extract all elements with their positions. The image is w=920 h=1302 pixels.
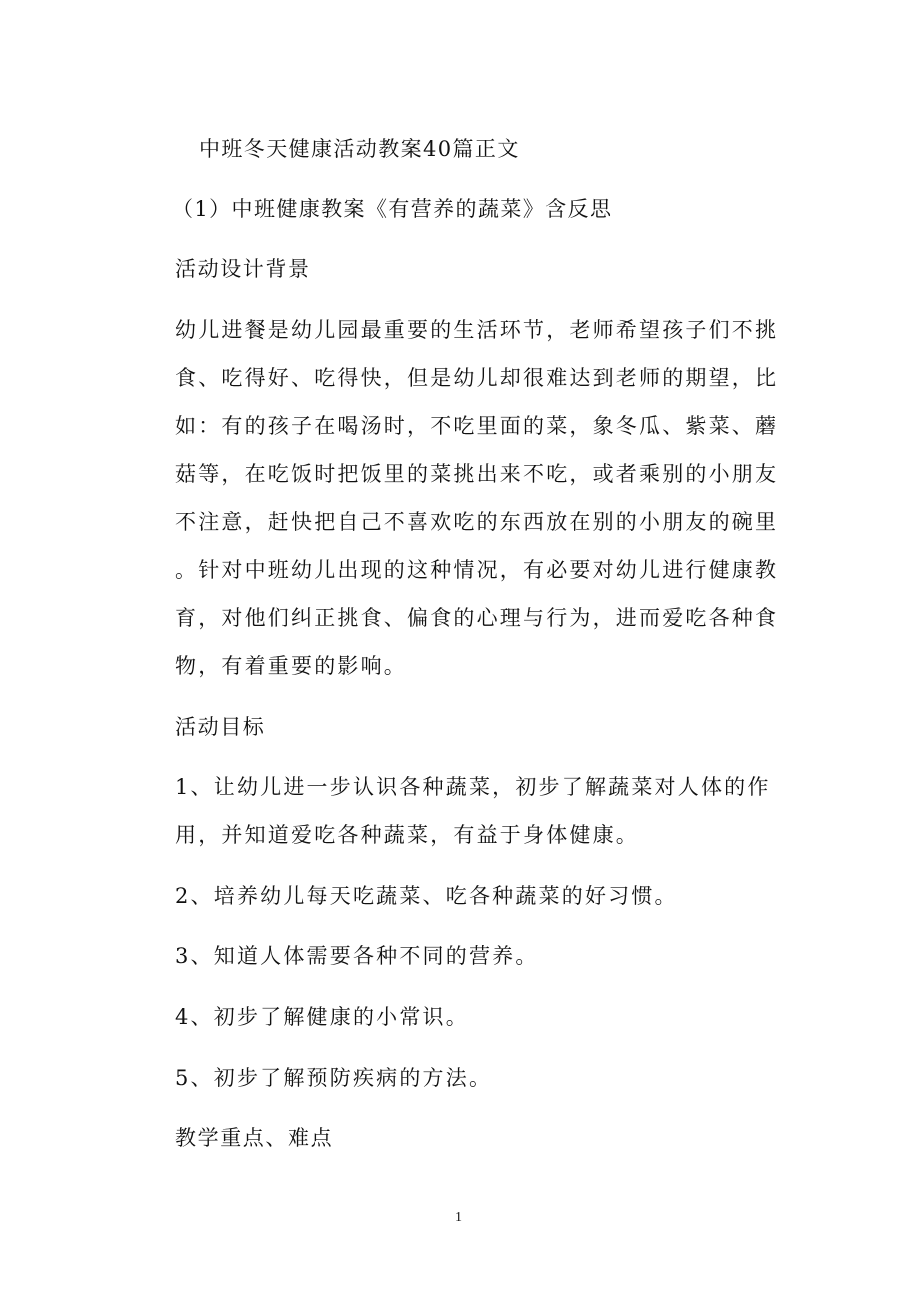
- goal-item: 1、让幼儿进一步认识各种蔬菜，初步了解蔬菜对人体的作: [175, 775, 771, 799]
- paragraph-line: 菇等，在吃饭时把饭里的菜挑出来不吃，或者乘别的小朋友: [175, 462, 779, 486]
- goal-item: 用，并知道爱吃各种蔬菜，有益于身体健康。: [175, 823, 639, 847]
- paragraph-line: 。针对中班幼儿出现的这种情况，有必要对幼儿进行健康教: [175, 558, 779, 582]
- paragraph-line: 食、吃得好、吃得快，但是幼儿却很难达到老师的期望，比: [175, 366, 779, 390]
- paragraph-line: 物，有着重要的影响。: [175, 654, 407, 678]
- paragraph-line: 如：有的孩子在喝汤时，不吃里面的菜，象冬瓜、紫菜、蘑: [175, 414, 779, 438]
- paragraph-line: 幼儿进餐是幼儿园最重要的生活环节，老师希望孩子们不挑: [175, 318, 779, 342]
- goal-item: 5、初步了解预防疾病的方法。: [175, 1066, 493, 1090]
- paragraph-line: 育，对他们纠正挑食、偏食的心理与行为，进而爱吃各种食: [175, 606, 779, 630]
- lesson-title: （1）中班健康教案《有营养的蔬菜》含反思: [172, 197, 613, 221]
- goal-item: 2、培养幼儿每天吃蔬菜、吃各种蔬菜的好习惯。: [175, 884, 678, 908]
- background-heading: 活动设计背景: [175, 257, 311, 281]
- goals-heading: 活动目标: [175, 715, 266, 739]
- goal-item: 4、初步了解健康的小常识。: [175, 1005, 469, 1029]
- key-points-heading: 教学重点、难点: [175, 1126, 334, 1150]
- paragraph-line: 不注意，赶快把自己不喜欢吃的东西放在别的小朋友的碗里: [175, 510, 779, 534]
- goal-item: 3、知道人体需要各种不同的营养。: [175, 944, 539, 968]
- document-title: 中班冬天健康活动教案40篇正文: [199, 137, 520, 161]
- page-number: 1: [455, 1210, 462, 1225]
